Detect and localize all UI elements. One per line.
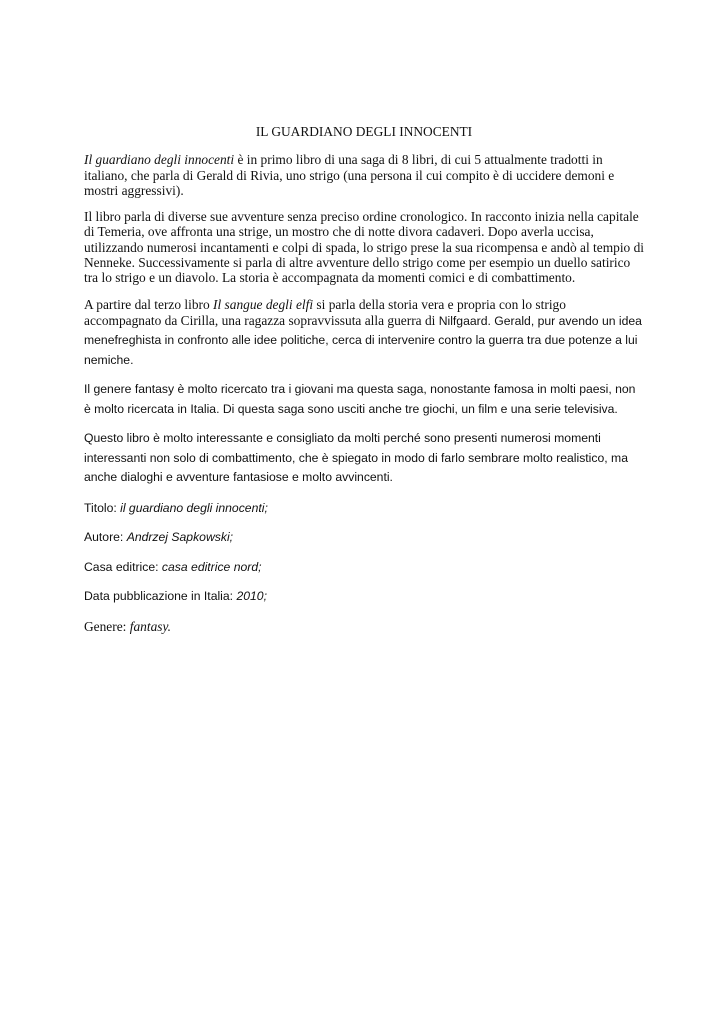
meta-autore-label: Autore: [84,530,127,545]
meta-titolo [84,499,644,519]
document-body [84,124,644,636]
meta-autore [84,528,644,548]
paragraph-plot: Il libro parla di diverse sue avventure senza preciso ordine cronologico. In racconto inizia nella capitale di Temeria, ove affronta una strige, un mostro che di notte divora cadaveri. Dopo averla uccisa, utilizzando numerosi incantamenti e colpi di spada, lo strigo prese la sua ricompensa e andò al tempio di Nenneke. Successivamente si parla di altre avventure dello strigo come per esempio un duello satirico tra lo strigo e un diavolo. La storia è accompagnata da momenti comici e di combattimento. [84,209,645,286]
meta-genere-value: fantasy. [129,618,172,634]
meta-genere [84,617,644,637]
paragraph-opinion: Questo libro è molto interessante e consigliato da molti perché sono presenti numerosi momenti interessanti non solo di combattimento, che è spiegato in modo di farlo sembrare molto realistico, ma anche dialoghi e avventure fantasiose e molto avvincenti. [84,431,628,485]
book-title-italic: Il guardiano degli innocenti [84,152,235,168]
paragraph-saga [84,297,644,371]
meta-data-pubblicazione-label: Data pubblicazione in Italia: [84,589,237,604]
document-title: IL GUARDIANO DEGLI INNOCENTI [255,124,473,139]
paragraph-intro [84,152,644,198]
meta-data-pubblicazione [84,587,644,607]
meta-casa-editrice [84,558,644,578]
paragraph-saga-text-start: A partire dal terzo libro [84,296,214,312]
meta-data-pubblicazione-value: 2010; [236,589,267,604]
meta-casa-editrice-label: Casa editrice: [84,559,162,574]
paragraph-saga-text-mid: si parla della storia vera e propria con lo strigo accompagnato da Cirilla, una ragazza sopravvissuta alla guerra di [84,296,566,328]
meta-genere-label: Genere: [84,618,130,634]
meta-casa-editrice-value: casa editrice nord; [161,559,262,574]
meta-titolo-value: il guardiano degli innocenti; [120,500,268,515]
saga-book-title-italic: Il sangue degli elfi [213,296,314,312]
paragraph-genre: Il genere fantasy è molto ricercato tra i giovani ma questa saga, nonostante famosa in molti paesi, non è molto ricercata in Italia. Di questa saga sono usciti anche tre giochi, un film e una serie televisiva. [84,382,636,416]
meta-autore-value: Andrzej Sapkowski; [126,530,234,545]
paragraph-intro-text: è in primo libro di una saga di 8 libri, di cui 5 attualmente tradotti in italiano, che parla di Gerald di Rivia, uno strigo (una persona il cui compito è di uccidere demoni e mostri aggressivi). [84,152,615,198]
meta-titolo-label: Titolo: [84,500,121,515]
paragraph-saga-text-end: Nilfgaard. Gerald, pur avendo un idea menefreghista in confronto alle idee politiche, cerca di intervenire contro la guerra tra due potenze a lui nemiche. [84,313,642,367]
